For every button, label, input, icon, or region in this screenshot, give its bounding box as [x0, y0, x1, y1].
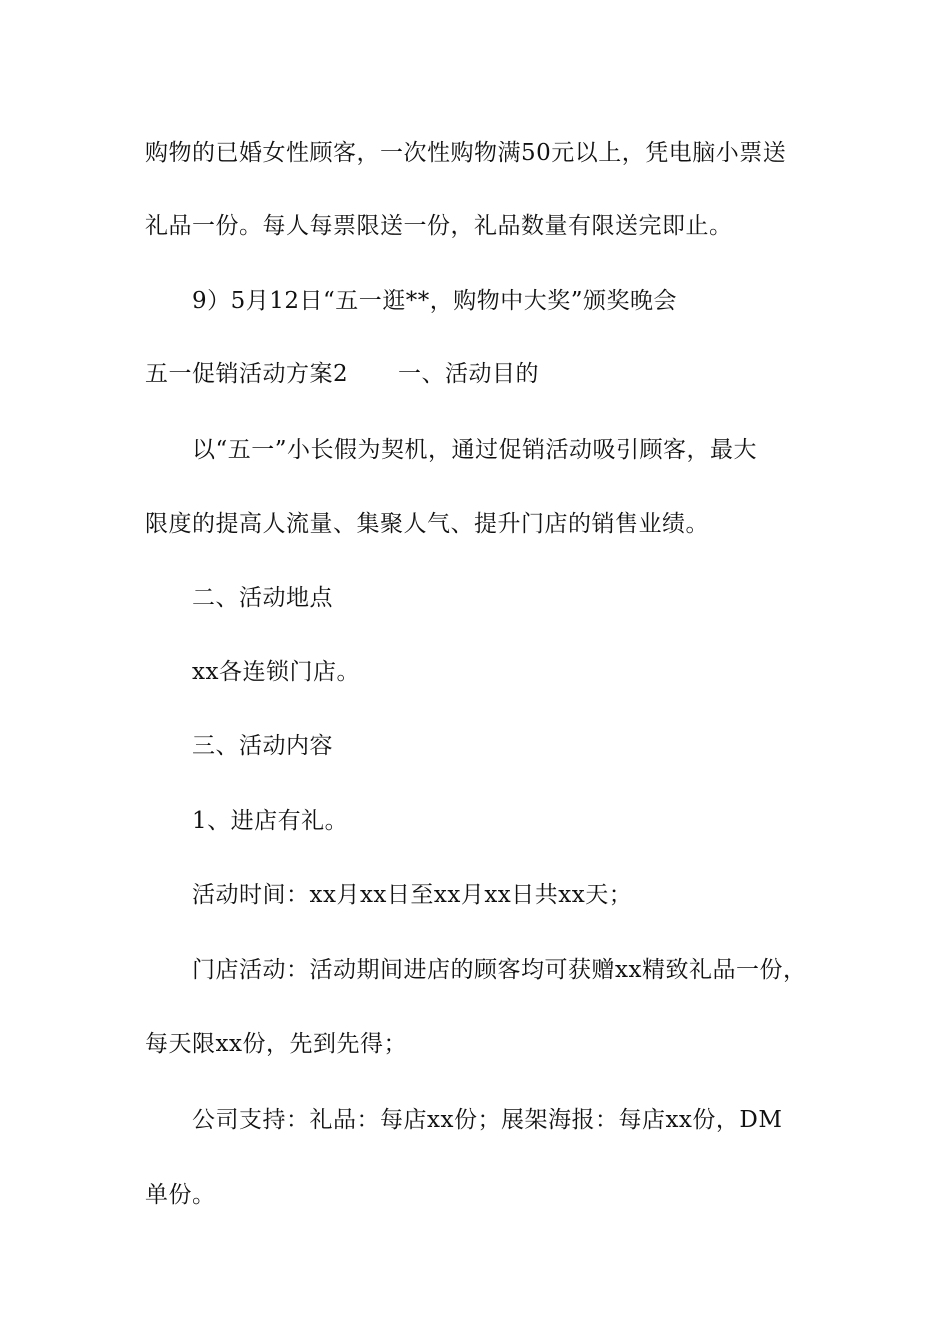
section-heading-location: 二、活动地点	[192, 585, 333, 611]
subsection-heading: 1、进店有礼。	[192, 808, 349, 834]
section-heading-purpose: 一、活动目的	[398, 361, 539, 387]
paragraph-line: 门店活动：活动期间进店的顾客均可获赠xx精致礼品一份，	[192, 957, 807, 983]
paragraph-line: 活动时间：xx月xx日至xx月xx日共xx天；	[192, 882, 633, 908]
paragraph-line: 单份。	[145, 1182, 216, 1208]
paragraph-line: 礼品一份。每人每票限送一份，礼品数量有限送完即止。	[145, 213, 733, 239]
section-heading-content: 三、活动内容	[192, 733, 333, 759]
paragraph-line: 限度的提高人流量、集聚人气、提升门店的销售业绩。	[145, 511, 709, 537]
paragraph-line: 公司支持：礼品：每店xx份；展架海报：每店xx份，DM	[192, 1107, 783, 1133]
paragraph-line: 购物的已婚女性顾客，一次性购物满50元以上，凭电脑小票送	[145, 140, 787, 166]
plan-title: 五一促销活动方案2	[145, 361, 349, 387]
paragraph-line: 以“五一”小长假为契机，通过促销活动吸引顾客，最大	[192, 437, 758, 463]
paragraph-line: 每天限xx份，先到先得；	[145, 1031, 407, 1057]
paragraph-line: xx各连锁门店。	[192, 659, 360, 685]
event-item-line: 9）5月12日“五一逛**，购物中大奖”颁奖晚会	[192, 288, 678, 314]
